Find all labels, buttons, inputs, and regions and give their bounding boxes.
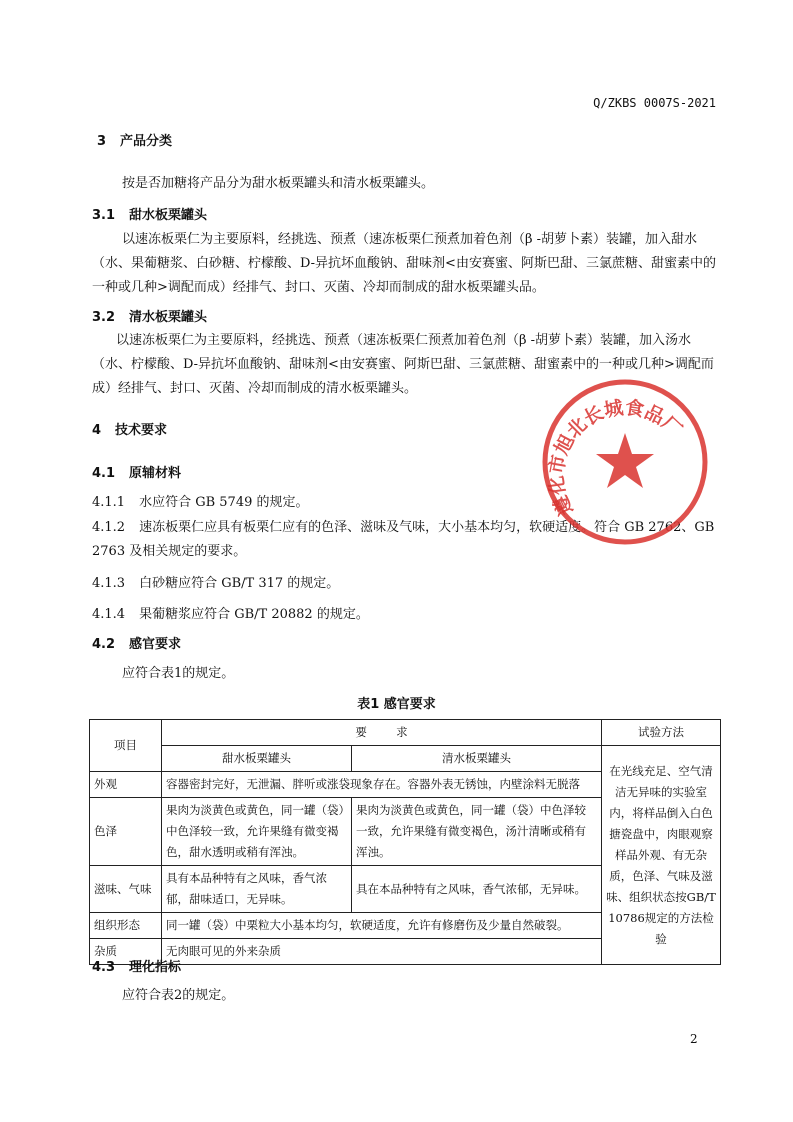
table-header-row <box>90 720 721 746</box>
section-title: 感官要求 <box>129 637 182 652</box>
clause-text: 果葡糖浆应符合 GB/T 20882 的规定。 <box>139 607 369 622</box>
section-4-2-heading <box>92 633 181 652</box>
test-method-cell: 在光线充足、空气清洁无异味的实验室内，将样品倒入白色搪瓷盘中，肉眼观察样品外观、有无杂质，色泽、气味及滋味、组织状态按GB/T 10786规定的方法检验 <box>602 746 721 965</box>
row-clear: 具在本品种特有之风味，香气浓郁，无异味。 <box>352 866 602 913</box>
section-title: 甜水板栗罐头 <box>129 208 208 223</box>
section-4-heading <box>92 419 167 438</box>
clause-4-1-3 <box>92 572 339 591</box>
row-sweet: 果肉为淡黄色或黄色，同一罐（袋）中色泽较一致，允许果缝有微变褐色，甜水透明或稍有浑浊。 <box>162 798 352 866</box>
row-clear: 果肉为淡黄色或黄色，同一罐（袋）中色泽较一致，允许果缝有微变褐色，汤汁清晰或稍有浑浊。 <box>352 798 602 866</box>
section-number: 3.2 <box>92 310 116 325</box>
header-requirement: 要 求 <box>162 720 602 746</box>
clause-4-1-1 <box>92 491 309 510</box>
header-method: 试验方法 <box>602 720 721 746</box>
sensory-table <box>89 719 721 965</box>
section-number: 4.2 <box>92 637 116 652</box>
section-title: 产品分类 <box>120 134 173 149</box>
section-title: 理化指标 <box>129 960 182 975</box>
section-3-2-heading <box>92 306 207 325</box>
section-4-3-text: 应符合表2的规定。 <box>122 988 235 1003</box>
company-seal <box>541 378 709 546</box>
section-4-3-heading <box>92 956 181 975</box>
clause-text: 水应符合 GB 5749 的规定。 <box>139 495 309 510</box>
row-text: 同一罐（袋）中栗粒大小基本均匀，软硬适度，允许有修磨伤及少量自然破裂。 <box>162 913 602 939</box>
clause-number: 4.1.4 <box>92 607 126 622</box>
row-label: 杂质 <box>90 939 162 965</box>
section-3-1-text: 以速冻板栗仁为主要原料，经挑选、预煮（速冻板栗仁预煮加着色剂（β -胡萝卜素）装罐，加入甜水（水、果葡糖浆、白砂糖、柠檬酸、D-异抗坏血酸钠、甜味剂<由安赛蜜、阿斯巴甜、三氯蔗糖、甜蜜素中的一种或几种>调配而成）经排气、封口、灭菌、冷却而制成的甜水板栗罐头品。 <box>92 232 716 295</box>
clause-4-1-4 <box>92 603 369 622</box>
page-number: 2 <box>690 1032 698 1046</box>
section-title: 清水板栗罐头 <box>129 310 208 325</box>
clause-number: 4.1.1 <box>92 495 126 510</box>
row-label: 组织形态 <box>90 913 162 939</box>
row-label: 色泽 <box>90 798 162 866</box>
clause-number: 4.1.2 <box>92 520 126 535</box>
table-subheader-row <box>90 746 721 772</box>
row-text: 容器密封完好，无泄漏、胖听或涨袋现象存在。容器外表无锈蚀，内壁涂料无脱落 <box>162 772 602 798</box>
section-number: 4.3 <box>92 960 116 975</box>
seal-star-icon <box>596 433 654 488</box>
section-3-heading <box>97 130 172 149</box>
table-1-caption: 表1 感官要求 <box>357 697 436 712</box>
standard-code: Q/ZKBS 0007S-2021 <box>593 96 716 110</box>
section-number: 4.1 <box>92 466 116 481</box>
row-text: 无肉眼可见的外来杂质 <box>162 939 602 965</box>
section-4-2-text: 应符合表1的规定。 <box>122 666 235 681</box>
seal-text: 遵化市旭北长城食品厂 <box>545 396 687 519</box>
section-number: 3.1 <box>92 208 116 223</box>
section-number: 4 <box>92 423 102 438</box>
row-sweet: 具有本品种特有之风味，香气浓郁，甜味适口，无异味。 <box>162 866 352 913</box>
row-label: 外观 <box>90 772 162 798</box>
clause-text: 白砂糖应符合 GB/T 317 的规定。 <box>139 576 340 591</box>
header-sweet: 甜水板栗罐头 <box>162 746 352 772</box>
section-3-2-text: 以速冻板栗仁为主要原料，经挑选、预煮（速冻板栗仁预煮加着色剂（β -胡萝卜素）装罐，加入汤水（水、柠檬酸、D-异抗坏血酸钠、甜味剂<由安赛蜜、阿斯巴甜、三氯蔗糖、甜蜜素中的一种或几种>调配而成）经排气、封口、灭菌、冷却而制成的清水板栗罐头。 <box>92 333 714 396</box>
section-number: 3 <box>97 134 107 149</box>
clause-number: 4.1.3 <box>92 576 126 591</box>
section-title: 技术要求 <box>115 423 168 438</box>
section-4-1-heading <box>92 462 181 481</box>
clause-text: 速冻板栗仁应具有板栗仁应有的色泽、滋味及气味，大小基本均匀，软硬适度。符合 GB 2762、GB 2763 及相关规定的要求。 <box>92 520 715 559</box>
header-item: 项目 <box>90 720 162 772</box>
header-clear: 清水板栗罐头 <box>352 746 602 772</box>
section-3-intro: 按是否加糖将产品分为甜水板栗罐头和清水板栗罐头。 <box>122 176 435 191</box>
section-title: 原辅材料 <box>129 466 182 481</box>
section-3-1-heading <box>92 204 207 223</box>
row-label: 滋味、气味 <box>90 866 162 913</box>
